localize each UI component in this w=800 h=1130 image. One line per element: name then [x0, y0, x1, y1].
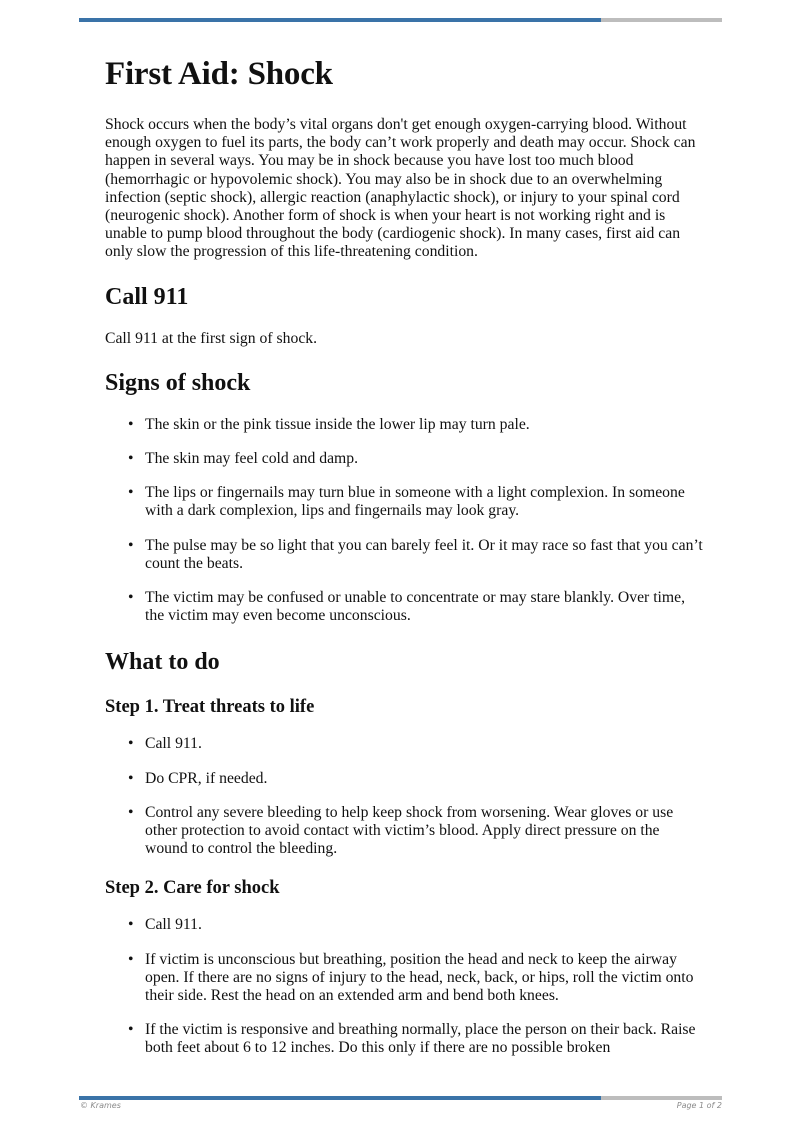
intro-paragraph: Shock occurs when the body’s vital organs don't get enough oxygen-carrying blood. Without enough oxygen to fuel its parts, the body can’t work properly and death may occur. Shock can happen in several ways. You may be in shock because you have lost too much blood (hemorrhagic or hypovolemic shock). You may also be in shock due to an overwhelming infection (septic shock), allergic reaction (anaphylactic shock), or injury to your spinal cord (neurogenic shock). Another form of shock is when your heart is not working right and is unable to pump blood throughout the body (cardiogenic shock). In many cases, first aid can only slow the progression of this life-threatening condition.: [105, 116, 696, 261]
list-item: • The lips or fingernails may turn blue in someone with a light complexion. In someone with a dark complexion, lips and fingernails may look gray.: [128, 484, 685, 520]
call-911-text: Call 911 at the first sign of shock.: [105, 329, 318, 347]
list-item: • Call 911.: [128, 916, 202, 934]
list-item: • The skin may feel cold and damp.: [128, 450, 359, 468]
bullet-icon: •: [128, 536, 134, 554]
list-item: • The pulse may be so light that you can barely feel it. Or it may race so fast that you can’t count the beats.: [128, 536, 703, 572]
bullet-icon: •: [128, 415, 134, 433]
bullet-icon: •: [128, 950, 134, 968]
bullet-icon: •: [128, 735, 134, 753]
list-item: • The skin or the pink tissue inside the lower lip may turn pale.: [128, 415, 530, 433]
step-2-heading: Step 2. Care for shock: [105, 878, 280, 899]
bullet-icon: •: [128, 484, 134, 502]
document-body: [105, 52, 705, 1074]
bullet-icon: •: [128, 589, 134, 607]
page-number: Page 1 of 2: [676, 1101, 722, 1110]
bullet-icon: •: [128, 1021, 134, 1039]
footer-rule-track: [601, 1096, 722, 1100]
section-heading-signs: Signs of shock: [105, 369, 251, 396]
bullet-icon: •: [128, 450, 134, 468]
bullet-icon: •: [128, 803, 134, 821]
page-title: First Aid: Shock: [105, 56, 333, 92]
section-heading-what-to-do: What to do: [105, 649, 220, 676]
step-2-list: [105, 916, 705, 1057]
footer-rule: [79, 1096, 722, 1100]
list-item: • Control any severe bleeding to help keep shock from worsening. Wear gloves or use other protection to avoid contact with victim’s blood. Apply direct pressure on the wound to control the bleeding.: [128, 803, 674, 858]
step-1-list: [105, 735, 705, 858]
copyright-text: © Krames: [80, 1101, 121, 1110]
list-item: • If victim is unconscious but breathing, position the head and neck to keep the airway open. If there are no signs of injury to the head, neck, back, or hips, roll the victim onto their side. Rest the head on an extended arm and bend both knees.: [128, 950, 694, 1005]
list-item: • Call 911.: [128, 735, 202, 753]
list-item: • The victim may be confused or unable to concentrate or may stare blankly. Over time, the victim may even become unconscious.: [128, 589, 686, 625]
step-1-heading: Step 1. Treat threats to life: [105, 697, 315, 718]
signs-list: [105, 416, 705, 626]
bullet-icon: •: [128, 916, 134, 934]
bullet-icon: •: [128, 769, 134, 787]
header-rule: [79, 18, 722, 22]
page-footer: [79, 1101, 722, 1115]
list-item: • Do CPR, if needed.: [128, 769, 268, 787]
section-heading-call-911: Call 911: [105, 283, 189, 310]
list-item: • If the victim is responsive and breathing normally, place the person on their back. Raise both feet about 6 to 12 inches. Do this only if there are no possible broken: [128, 1021, 696, 1057]
header-rule-track: [601, 18, 722, 22]
footer-rule-accent: [79, 1096, 601, 1100]
header-rule-accent: [79, 18, 601, 22]
